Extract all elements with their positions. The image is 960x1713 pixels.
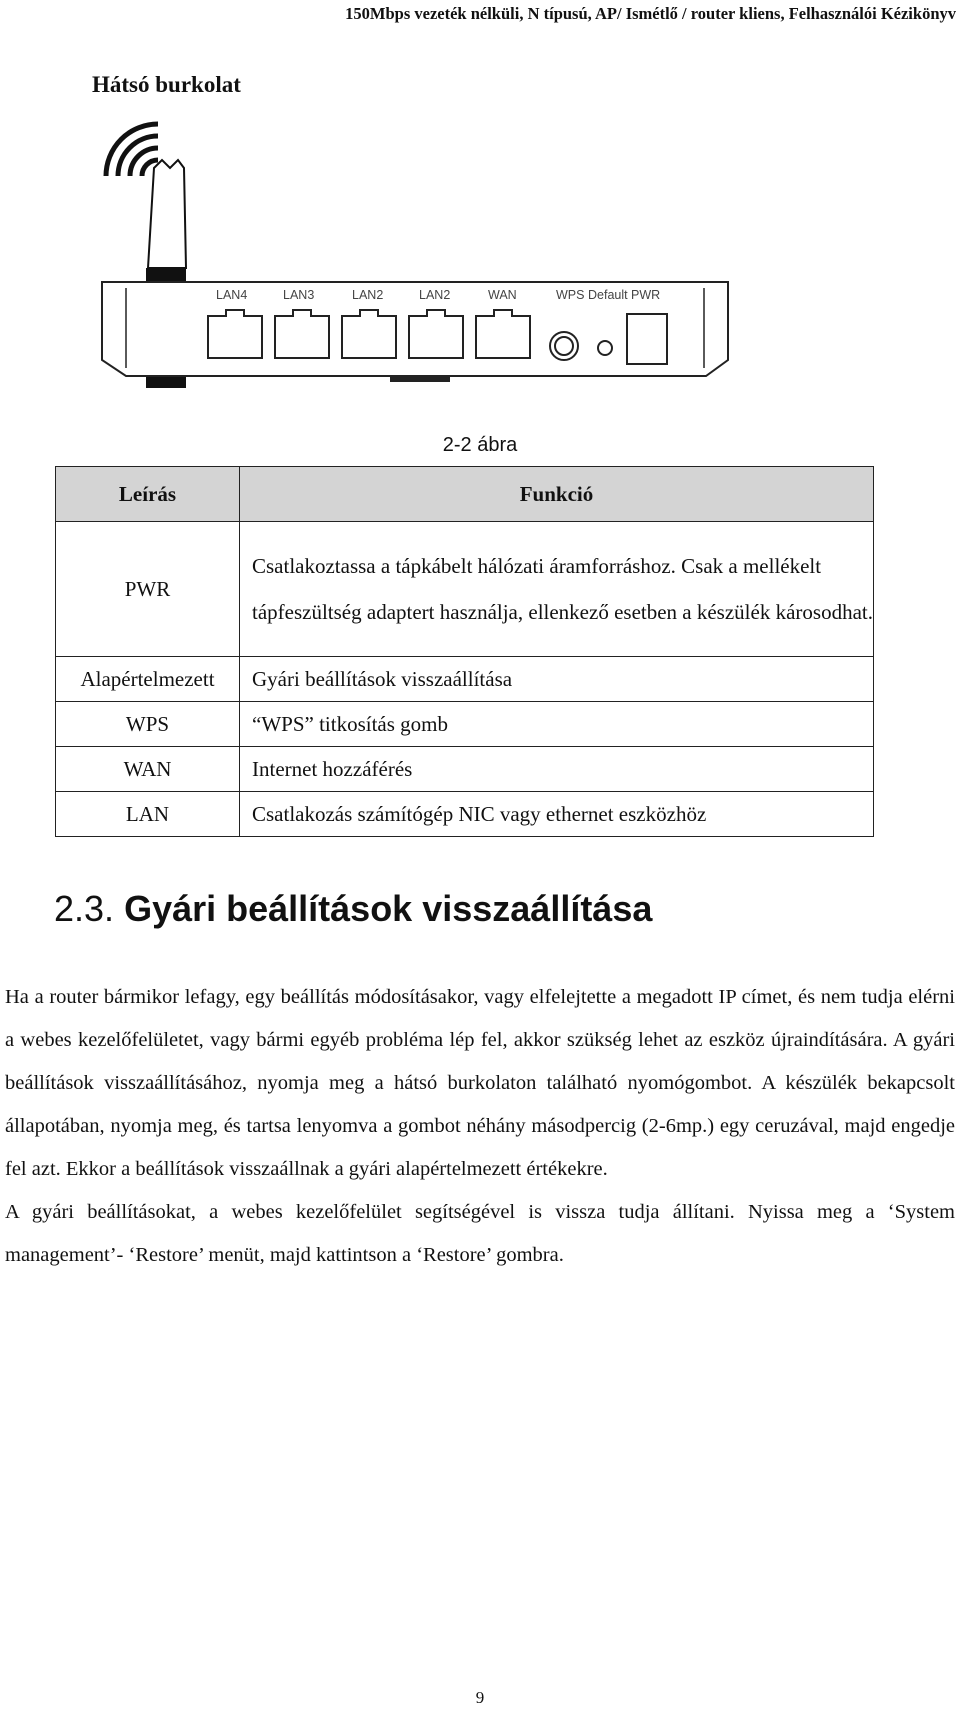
wps-button: [550, 332, 578, 360]
table-cell-func: Csatlakozás számítógép NIC vagy ethernet eszközhöz: [240, 792, 874, 837]
table-row: [56, 792, 874, 837]
table-header-desc: Leírás: [56, 467, 240, 522]
port-label-lan2a: LAN2: [352, 288, 384, 302]
table-cell-desc: WAN: [56, 747, 240, 792]
table-cell-desc: PWR: [56, 522, 240, 657]
ethernet-port: [208, 310, 262, 358]
wifi-signal-icon: [106, 124, 158, 176]
table-cell-func: Gyári beállítások visszaállítása: [240, 657, 874, 702]
table-header-func: Funkció: [240, 467, 874, 522]
port-label-lan2b: LAN2: [419, 288, 451, 302]
table-row: [56, 702, 874, 747]
table-cell-func: Csatlakoztassa a tápkábelt hálózati áramforráshoz. Csak a mellékelt tápfeszültség adaptert használja, ellenkező esetben a készülék károsodhat.: [240, 522, 874, 657]
label-pwr: PWR: [631, 288, 661, 302]
reset-hole: [598, 341, 612, 355]
table-cell-func: Internet hozzáférés: [240, 747, 874, 792]
port-label-lan4: LAN4: [216, 288, 248, 302]
subsection-number: 2.3.: [54, 888, 115, 929]
function-table: [55, 466, 874, 837]
ethernet-port: [275, 310, 329, 358]
page-header: 150Mbps vezeték nélküli, N típusú, AP/ Ismétlő / router kliens, Felhasználói Kézikönyv: [345, 4, 956, 23]
figure-caption: 2-2 ábra: [442, 434, 518, 456]
table-row: [56, 657, 874, 702]
table-cell-func: “WPS” titkosítás gomb: [240, 702, 874, 747]
port-label-lan3: LAN3: [283, 288, 315, 302]
power-jack: [627, 314, 667, 364]
table-cell-desc: WPS: [56, 702, 240, 747]
table-row: [56, 747, 874, 792]
table-row: [56, 522, 874, 657]
table-header-row: [56, 467, 874, 522]
label-wps: WPS: [556, 288, 585, 302]
table-cell-desc: Alapértelmezett: [56, 657, 240, 702]
label-default: Default: [588, 288, 628, 302]
table-cell-desc: LAN: [56, 792, 240, 837]
paragraph: Ha a router bármikor lefagy, egy beállítás módosításakor, vagy elfelejtette a megadott IP címet, és nem tudja elérni a webes kezelőfelületet, vagy bármi egyéb probléma lép fel, akkor szükség lehet az eszköz újraindítására. A gyári beállítások visszaállításához, nyomja meg a hátsó burkolaton található nyomógombot. A készülék bekapcsolt állapotában, nyomja meg, és tartsa lenyomva a gombot néhány másodpercig (2-6mp.) egy ceruzával, majd engedje fel azt. Ekkor a beállítások visszaállnak a gyári alapértelmezett értékekre.: [5, 986, 955, 1180]
ethernet-port: [476, 310, 530, 358]
router-back-panel-diagram: [90, 108, 810, 428]
port-label-wan: WAN: [488, 288, 517, 302]
section-title: Hátsó burkolat: [92, 72, 241, 97]
body-text: [5, 976, 955, 1277]
paragraph: A gyári beállításokat, a webes kezelőfelület segítségével is vissza tudja állítani. Nyissa meg a ‘System management’- ‘Restore’ menüt, majd kattintson a ‘Restore’ gombra.: [5, 1201, 955, 1266]
ethernet-port: [342, 310, 396, 358]
subsection-heading: [54, 888, 652, 930]
ethernet-port: [409, 310, 463, 358]
subsection-title: Gyári beállítások visszaállítása: [124, 888, 653, 929]
page-number: 9: [475, 1688, 485, 1707]
